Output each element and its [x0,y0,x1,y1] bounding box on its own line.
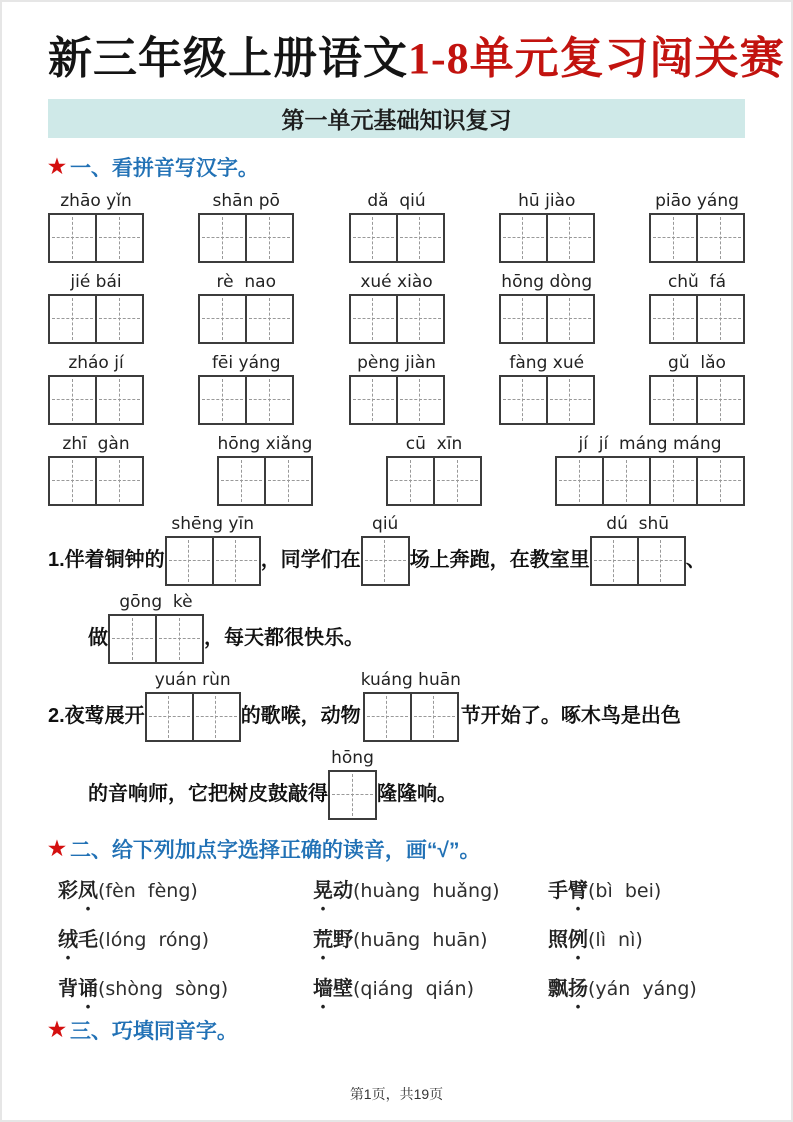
writing-box[interactable] [198,213,247,263]
writing-box-row [48,213,144,263]
sentence-text: 2.夜莺展开 [48,704,145,727]
writing-box-row [108,614,204,664]
section1-heading [48,152,745,182]
writing-box-row [48,294,144,344]
character: 手 [548,879,568,902]
dotted-word [548,978,588,1000]
pronunciation-item[interactable] [58,972,313,1001]
pronunciation-item[interactable] [313,972,548,1001]
writing-box[interactable] [95,213,144,263]
writing-box[interactable] [198,294,247,344]
writing-box-row [198,213,294,263]
pinyin-box-group [328,746,377,820]
pronunciation-item[interactable] [548,874,745,903]
pinyin-label: qiú [372,513,399,534]
pinyin-box-group [48,189,144,263]
pinyin-box-group [361,668,461,742]
pronunciation-options[interactable]: (lì nì) [588,928,643,951]
pinyin-row [48,189,745,263]
pronunciation-options[interactable]: (qiáng qián) [353,977,475,1000]
pinyin-label: hōng xiǎng [217,433,313,454]
pinyin-label: hū jiào [518,190,576,211]
pinyin-box-group [555,432,745,506]
section1-heading-label: 一、看拼音写汉字。 [69,156,259,180]
writing-box[interactable] [198,375,247,425]
writing-box[interactable] [349,375,398,425]
star-icon: ★ [48,838,66,861]
writing-box-row [363,692,459,742]
dotted-word [58,929,98,951]
pinyin-label: cū xīn [405,433,463,454]
sentence-line [48,512,745,586]
pinyin-label: hōng dòng [501,271,593,292]
sentence-text: 的歌喉，动物 [240,704,361,727]
writing-box[interactable] [546,375,595,425]
pinyin-label: kuáng huān [360,669,461,690]
writing-box[interactable] [649,456,698,506]
writing-box[interactable] [433,456,482,506]
pinyin-label: zhī gàn [62,433,130,454]
pinyin-label: dǎ qiú [367,190,426,211]
pinyin-box-group [108,590,204,664]
pinyin-label: yuán rùn [154,669,231,690]
pinyin-label: chǔ fá [667,271,727,292]
dotted-character: 例 [568,928,588,951]
writing-box-row [361,536,410,586]
writing-box-row [349,294,445,344]
writing-box[interactable] [264,456,313,506]
unit-banner [48,99,745,138]
writing-box[interactable] [349,213,398,263]
pinyin-label: jí jí máng máng [578,433,722,454]
dotted-character: 臂 [568,879,588,902]
writing-box[interactable] [696,294,745,344]
writing-box[interactable] [546,213,595,263]
pinyin-label: fēi yáng [211,352,281,373]
pronunciation-choice-grid [48,874,745,1001]
writing-box[interactable] [245,375,294,425]
pinyin-label: rè nao [216,271,276,292]
pinyin-box-group [649,189,745,263]
writing-box[interactable] [396,294,445,344]
sentence-text: ，每天都很快乐。 [204,626,364,649]
writing-box[interactable] [396,375,445,425]
pinyin-label: piāo yáng [655,190,739,211]
pinyin-label: gōng kè [119,591,193,612]
dotted-word [58,880,98,902]
pronunciation-item[interactable] [58,874,313,903]
writing-box-row [649,213,745,263]
writing-box[interactable] [212,536,261,586]
writing-box[interactable] [95,456,144,506]
unit-banner-label: 第一单元基础知识复习 [281,106,512,133]
writing-box-row [145,692,241,742]
writing-box[interactable] [499,294,548,344]
pronunciation-item[interactable] [548,972,745,1001]
writing-box[interactable] [48,213,97,263]
writing-box[interactable] [555,456,604,506]
writing-box[interactable] [48,294,97,344]
writing-box-row [198,294,294,344]
dotted-character: 晃 [313,879,333,902]
writing-box[interactable] [499,375,548,425]
sentence-text: 1.伴着铜钟的 [48,548,165,571]
writing-box-row [165,536,261,586]
pinyin-box-group [386,432,482,506]
writing-box[interactable] [328,770,377,820]
writing-box[interactable] [361,536,410,586]
pinyin-box-group [48,270,144,344]
writing-box[interactable] [95,294,144,344]
writing-box[interactable] [499,213,548,263]
writing-box[interactable] [48,375,97,425]
dotted-character: 扬 [568,977,588,1000]
writing-box[interactable] [546,294,595,344]
writing-box[interactable] [95,375,144,425]
dotted-character: 荒 [313,928,333,951]
sentence-text: 的音响师，它把树皮鼓敲得 [88,782,328,805]
sentence-line [88,590,745,664]
character: 动 [333,879,353,902]
writing-box[interactable] [696,213,745,263]
pinyin-row [48,270,745,344]
pinyin-box-group [649,351,745,425]
writing-box[interactable] [245,294,294,344]
dotted-character: 凤 [78,879,98,902]
pinyin-label: xué xiào [360,271,433,292]
pronunciation-options[interactable]: (yán yáng) [588,977,697,1000]
pinyin-box-group [48,432,144,506]
pinyin-box-group [349,351,445,425]
writing-box[interactable] [602,456,651,506]
section2-heading [48,834,745,864]
dotted-character: 绒 [58,928,78,951]
pinyin-row [48,351,745,425]
character: 壁 [333,977,353,1000]
pronunciation-options[interactable]: (bì bei) [588,879,662,902]
fill-in-sentences [48,512,745,820]
writing-box[interactable] [108,614,157,664]
character: 毛 [78,928,98,951]
character: 野 [333,928,353,951]
writing-box[interactable] [192,692,241,742]
dotted-word [58,978,98,1000]
page-title-black: 新三年级上册语文 [48,34,408,83]
writing-box-row [499,213,595,263]
pinyin-box-group [349,270,445,344]
pronunciation-item[interactable] [548,923,745,952]
sentence-text: 做 [88,626,108,649]
dotted-word [548,880,588,902]
pinyin-box-group [361,512,410,586]
character: 彩 [58,879,78,902]
dotted-word [313,929,353,951]
pinyin-row [48,432,745,506]
writing-box-row [649,294,745,344]
writing-box[interactable] [386,456,435,506]
writing-box-row [349,213,445,263]
pinyin-label: jié bái [70,271,122,292]
pinyin-label: dú shū [606,513,670,534]
writing-box-row [499,375,595,425]
pronunciation-options[interactable]: (shòng sòng) [98,977,229,1000]
sentence-text: 场上奔跑，在教室里 [409,548,590,571]
writing-box-row [590,536,686,586]
pinyin-box-group [217,432,313,506]
writing-box[interactable] [145,692,194,742]
pinyin-box-group [349,189,445,263]
sentence-text: 隆隆响。 [377,782,457,805]
sentence-text: 节开始了。啄木鸟是出色 [460,704,681,727]
pinyin-box-group [499,270,595,344]
page-title [48,34,785,85]
dotted-word [313,880,353,902]
section3-heading [48,1015,745,1045]
writing-box[interactable] [696,375,745,425]
pinyin-box-group [198,270,294,344]
writing-box-row [48,456,144,506]
pinyin-box-group [590,512,686,586]
writing-box[interactable] [637,536,686,586]
pinyin-box-group [499,189,595,263]
writing-box[interactable] [165,536,214,586]
writing-box[interactable] [396,213,445,263]
sentence-line [48,668,745,742]
writing-box[interactable] [155,614,204,664]
writing-box[interactable] [48,456,97,506]
pronunciation-item[interactable] [313,923,548,952]
pronunciation-item[interactable] [313,874,548,903]
pinyin-box-group [499,351,595,425]
pinyin-label: zháo jí [68,352,124,373]
page-number: 第1页，共19页 [349,1086,444,1102]
writing-box-row [328,770,377,820]
dotted-word [313,978,353,1000]
writing-box-row [48,375,144,425]
pronunciation-options[interactable]: (lóng róng) [98,928,210,951]
writing-box[interactable] [590,536,639,586]
writing-box[interactable] [217,456,266,506]
character: 背 [58,977,78,1000]
writing-box[interactable] [245,213,294,263]
writing-box[interactable] [696,456,745,506]
writing-box-row [198,375,294,425]
pinyin-writing-grid [48,189,745,506]
sentence-line [88,746,745,820]
pinyin-label: hōng [331,747,374,768]
pinyin-label: shān pō [212,190,280,211]
character: 飘 [548,977,568,1000]
pinyin-box-group [145,668,241,742]
dotted-character: 墙 [313,977,333,1000]
pinyin-box-group [165,512,261,586]
pinyin-box-group [649,270,745,344]
star-icon: ★ [48,156,66,179]
pinyin-box-group [48,351,144,425]
pinyin-box-group [198,351,294,425]
pinyin-label: fàng xué [509,352,585,373]
writing-box[interactable] [363,692,412,742]
writing-box-row [499,294,595,344]
star-icon: ★ [48,1019,66,1042]
pronunciation-options[interactable]: (huàng huǎng) [353,879,500,902]
sentence-text: ，同学们在 [260,548,361,571]
page-title-red: 1-8单元复习闯关赛 [408,34,785,83]
pronunciation-options[interactable]: (fèn fèng) [98,879,198,902]
writing-box-row [555,456,745,506]
pinyin-label: pèng jiàn [357,352,436,373]
pinyin-label: zhāo yǐn [60,190,132,211]
pinyin-box-group [198,189,294,263]
pronunciation-item[interactable] [58,923,313,952]
pronunciation-options[interactable]: (huāng huān) [353,928,488,951]
writing-box[interactable] [410,692,459,742]
pinyin-label: shēng yīn [171,513,254,534]
writing-box[interactable] [649,375,698,425]
sentence-text: 、 [685,548,706,571]
dotted-word [548,929,588,951]
writing-box-row [349,375,445,425]
section3-heading-label: 三、巧填同音字。 [69,1019,238,1043]
writing-box[interactable] [349,294,398,344]
writing-box[interactable] [649,294,698,344]
writing-box[interactable] [649,213,698,263]
writing-box-row [386,456,482,506]
pinyin-label: gǔ lǎo [668,352,726,373]
writing-box-row [649,375,745,425]
character: 照 [548,928,568,951]
dotted-character: 诵 [78,977,98,1000]
section2-heading-label: 二、给下列加点字选择正确的读音，画“√”。 [69,838,481,862]
writing-box-row [217,456,313,506]
